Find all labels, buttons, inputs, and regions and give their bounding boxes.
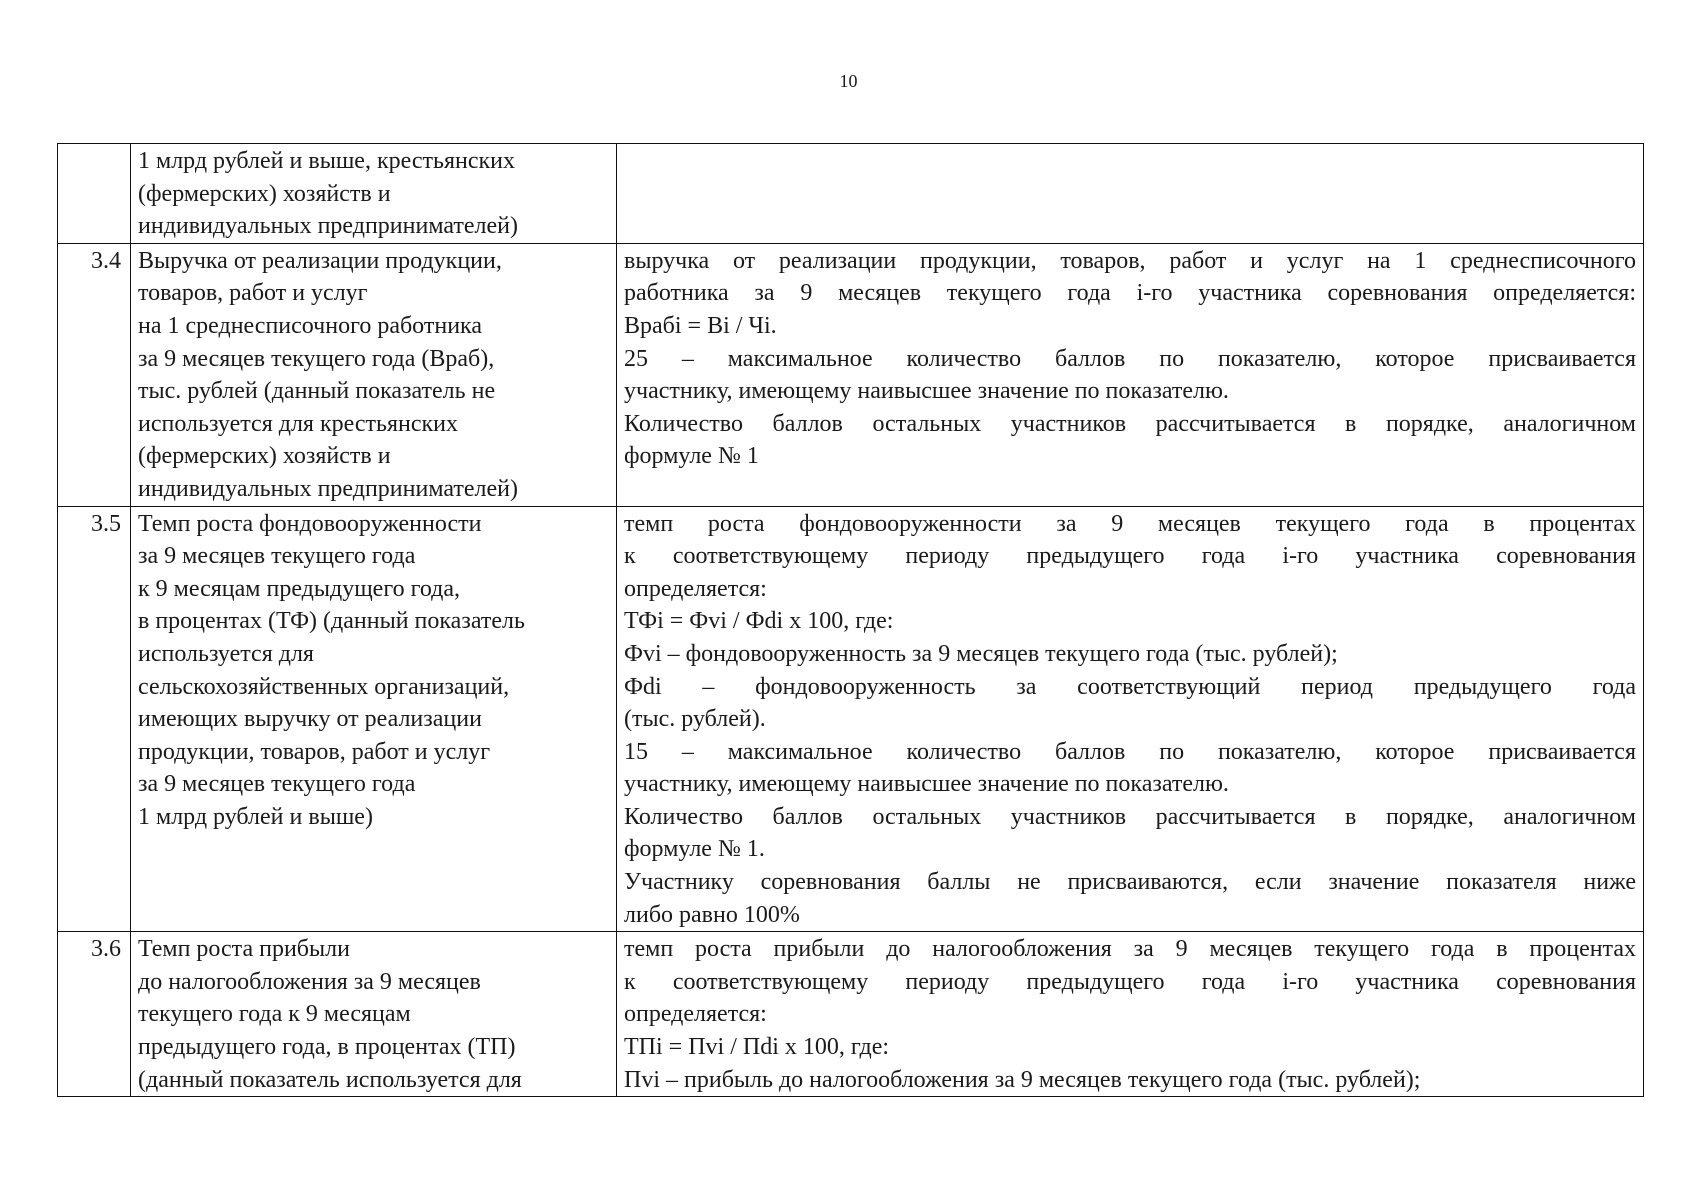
description-line: темп роста прибыли до налогообложения за 9 месяцев текущего года в процентах (624, 936, 1636, 963)
indicator-name-line: 1 млрд рублей и выше, крестьянских (138, 148, 515, 174)
indicator-name (131, 932, 617, 1097)
indicator-name-line: Темп роста прибыли (138, 936, 350, 963)
description-line: работника за 9 месяцев текущего года i-го участника соревнования определяется: (624, 280, 1636, 307)
indicator-name-line: (данный показатель используется для (138, 1066, 522, 1093)
description-line: определяется: (624, 1001, 767, 1028)
formula-line: Врабi = Вi / Чi. (624, 312, 777, 339)
indicator-name (131, 243, 617, 506)
indicator-name-line: за 9 месяцев текущего года (138, 771, 416, 798)
description-line: формуле № 1. (624, 836, 765, 863)
indicator-name-line: продукции, товаров, работ и услуг (138, 738, 491, 765)
indicator-name-line: предыдущего года, в процентах (ТП) (138, 1034, 516, 1061)
indicator-name-line: тыс. рублей (данный показатель не (138, 378, 496, 405)
description-line: Участнику соревнования баллы не присваиваются, если значение показателя ниже (624, 869, 1636, 896)
row-number: 3.6 (58, 932, 131, 1097)
indicator-name-line: за 9 месяцев текущего года (138, 543, 416, 570)
description-line: к соответствующему периоду предыдущего года i-го участника соревнования (624, 543, 1636, 570)
indicator-name-line: Темп роста фондовооруженности (138, 510, 482, 537)
table-row (58, 932, 1644, 1097)
page-number: 10 (839, 71, 858, 91)
description-line: определяется: (624, 575, 767, 602)
indicator-name-line: товаров, работ и услуг (138, 280, 368, 307)
formula-line: ТФi = Фvi / Фdi x 100, где: (624, 608, 894, 635)
description-line: формуле № 1 (624, 443, 759, 470)
description-line: (тыс. рублей). (624, 706, 766, 733)
formula-line: ТПi = Пvi / Пdi x 100, где: (624, 1034, 890, 1061)
indicator-name-line: имеющих выручку от реализации (138, 706, 482, 733)
description-line: Количество баллов остальных участников рассчитывается в порядке, аналогичном (624, 410, 1636, 437)
description-line: 25 – максимальное количество баллов по показателю, которое присваивается (624, 345, 1636, 372)
description-line: Пvi – прибыль до налогообложения за 9 месяцев текущего года (тыс. рублей); (624, 1066, 1421, 1093)
row-number (58, 144, 131, 244)
indicator-name-line: до налогообложения за 9 месяцев (138, 968, 481, 995)
indicator-name-line: в процентах (ТФ) (данный показатель (138, 608, 525, 635)
indicator-name-line: (фермерских) хозяйств и (138, 443, 391, 470)
description-line: либо равно 100% (624, 901, 800, 928)
criteria-table-body (58, 144, 1644, 1097)
indicator-description (617, 243, 1644, 506)
row-number: 3.4 (58, 243, 131, 506)
description-line: 15 – максимальное количество баллов по показателю, которое присваивается (624, 738, 1636, 765)
indicator-description (617, 506, 1644, 932)
indicator-description (617, 144, 1644, 244)
indicator-name-line: на 1 среднесписочного работника (138, 312, 482, 339)
description-line: Количество баллов остальных участников рассчитывается в порядке, аналогичном (624, 803, 1636, 830)
description-line: участнику, имеющему наивысшее значение по показателю. (624, 378, 1229, 405)
table-row (58, 506, 1644, 932)
description-line: выручка от реализации продукции, товаров, работ и услуг на 1 среднесписочного (624, 247, 1636, 274)
indicator-name-line: используется для (138, 640, 314, 667)
indicator-name-line: индивидуальных предпринимателей) (138, 475, 518, 502)
indicator-name-line: за 9 месяцев текущего года (Враб), (138, 345, 495, 372)
indicator-name (131, 144, 617, 244)
table-row (58, 243, 1644, 506)
indicator-name-line: используется для крестьянских (138, 410, 458, 437)
indicator-name-line: (фермерских) хозяйств и (138, 180, 391, 207)
criteria-table (57, 143, 1644, 1097)
indicator-description (617, 932, 1644, 1097)
indicator-name-line: текущего года к 9 месяцам (138, 1001, 411, 1028)
table-row (58, 144, 1644, 244)
indicator-name-line: 1 млрд рублей и выше) (138, 803, 373, 830)
indicator-name-line: сельскохозяйственных организаций, (138, 673, 510, 700)
description-line: темп роста фондовооруженности за 9 месяцев текущего года в процентах (624, 510, 1636, 537)
indicator-name (131, 506, 617, 932)
description-line: Фvi – фондовооруженность за 9 месяцев текущего года (тыс. рублей); (624, 640, 1338, 667)
indicator-name-line: Выручка от реализации продукции, (138, 247, 502, 274)
description-line: к соответствующему периоду предыдущего года i-го участника соревнования (624, 968, 1636, 995)
indicator-name-line: к 9 месяцам предыдущего года, (138, 575, 460, 602)
row-number: 3.5 (58, 506, 131, 932)
description-line: участнику, имеющему наивысшее значение по показателю. (624, 771, 1229, 798)
description-line: Фdi – фондовооруженность за соответствующий период предыдущего года (624, 673, 1636, 700)
indicator-name-line: индивидуальных предпринимателей) (138, 213, 518, 240)
